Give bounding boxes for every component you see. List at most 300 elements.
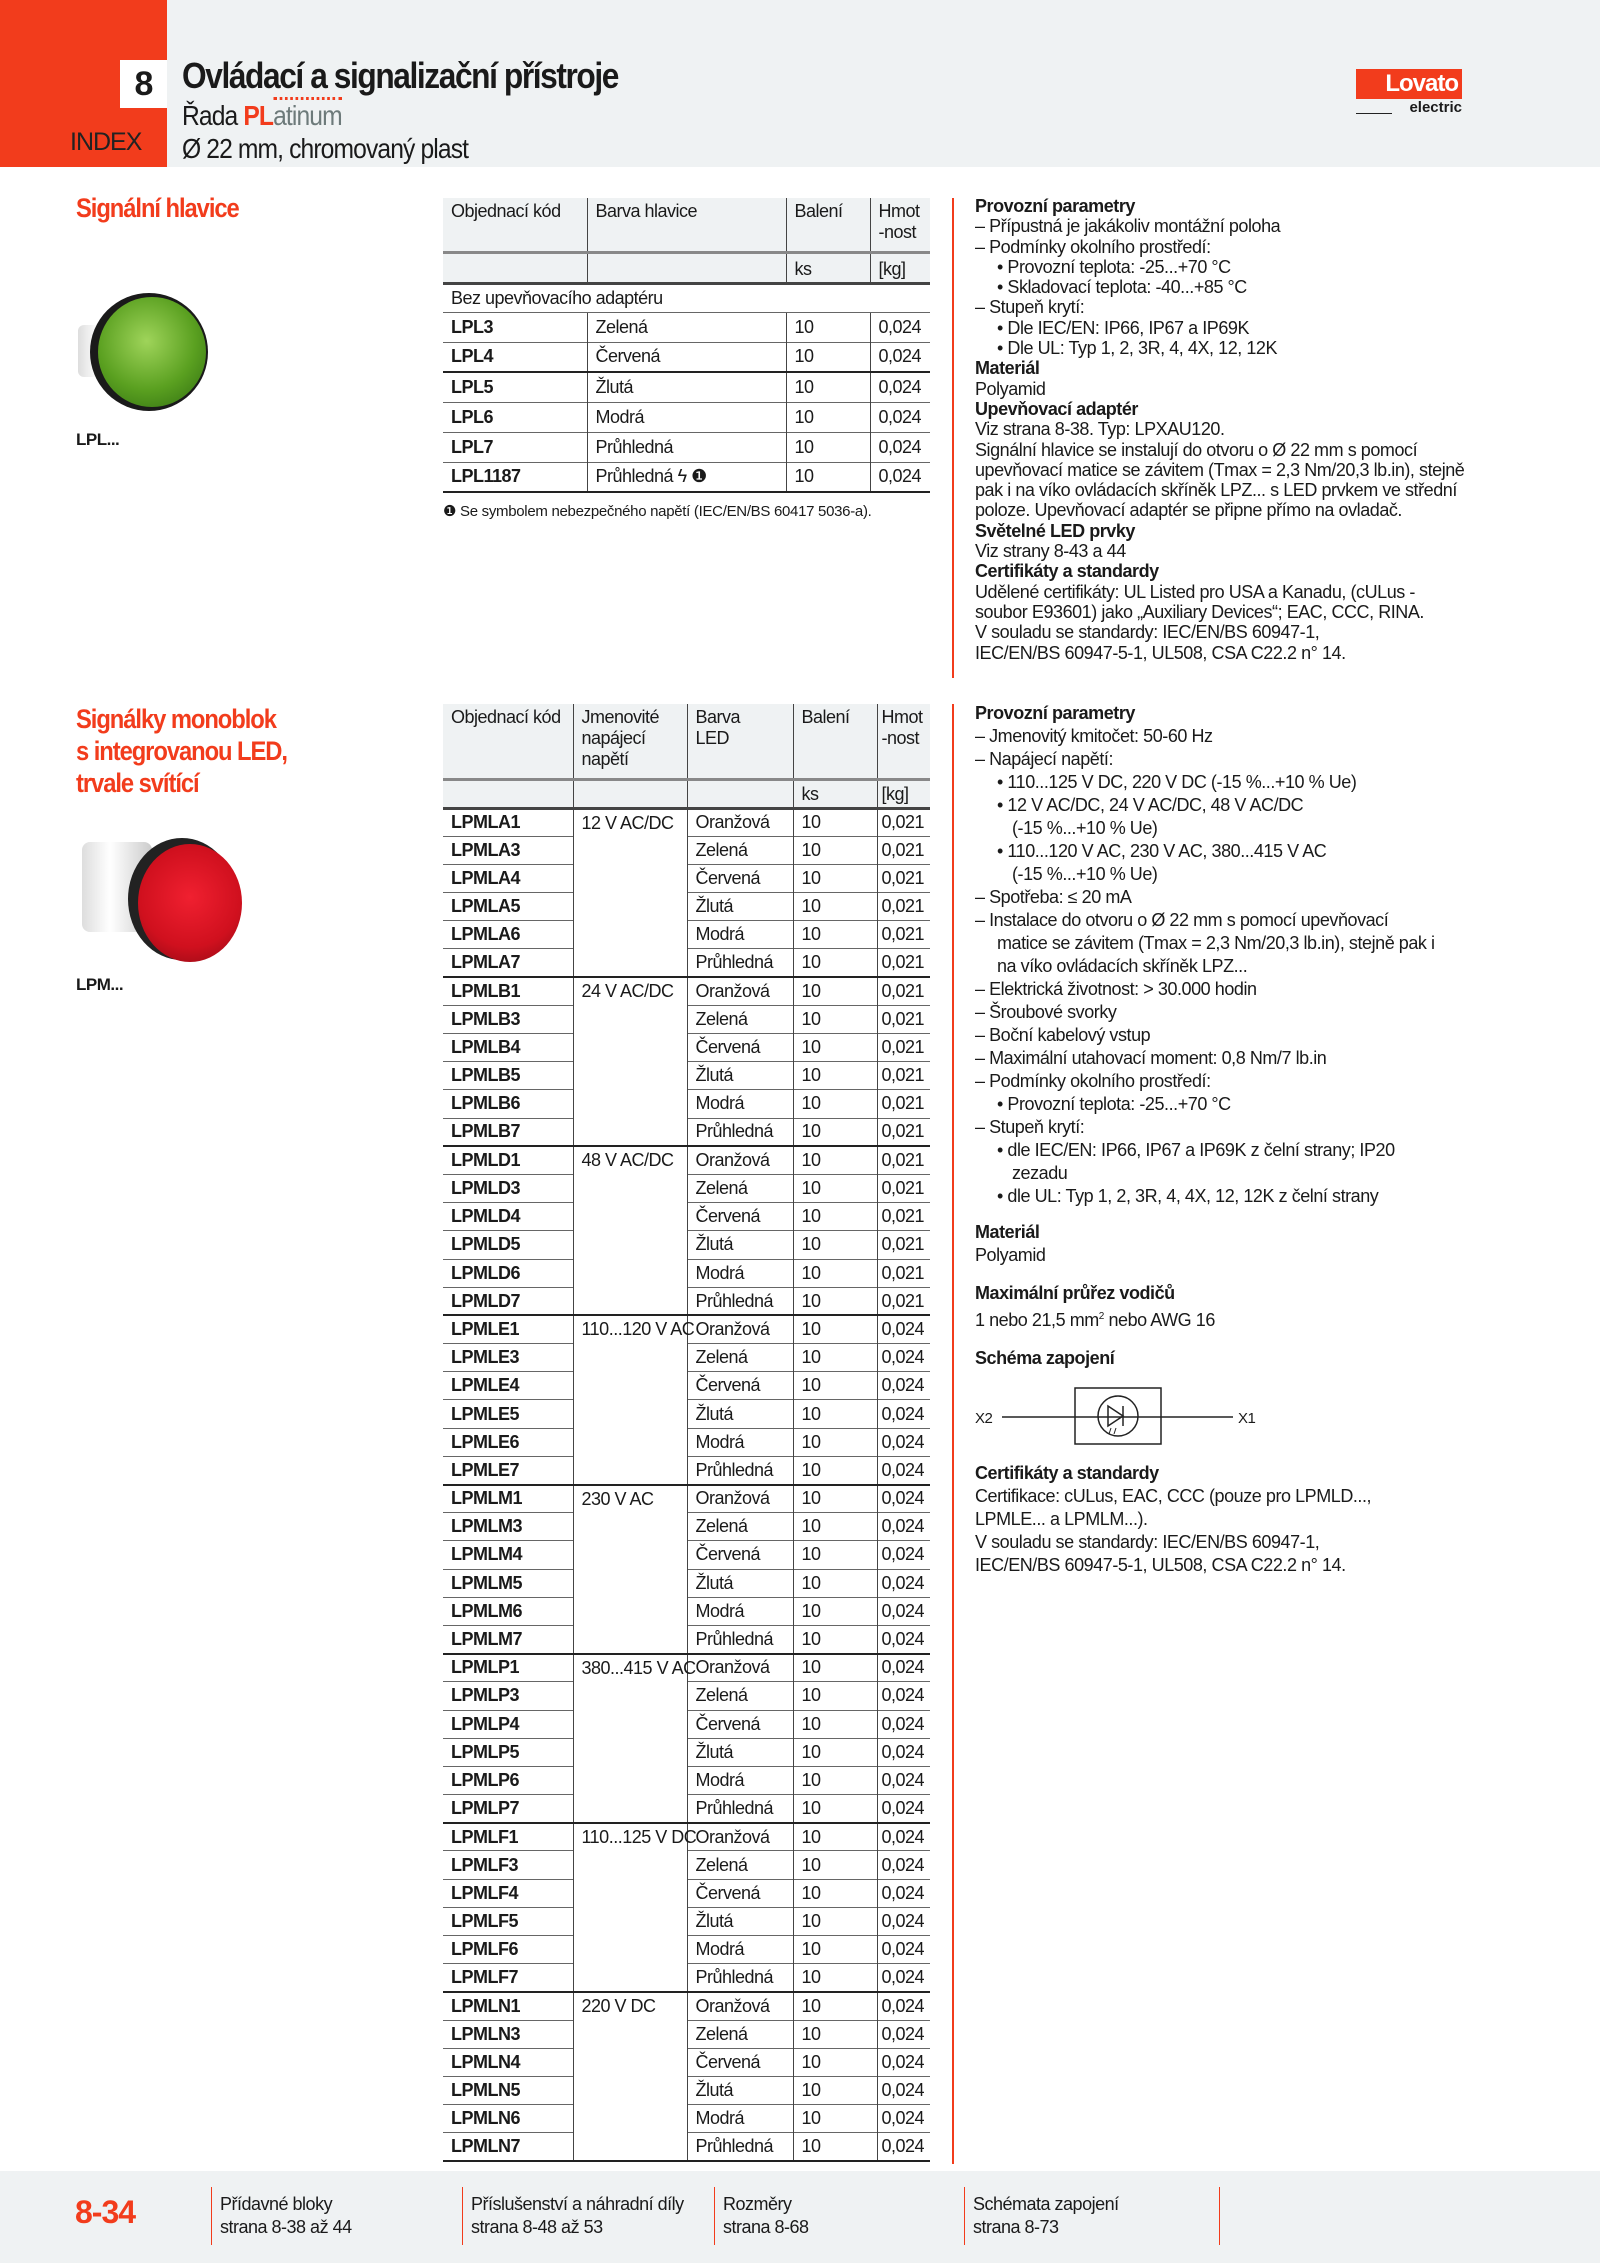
order-code: LPMLM1: [443, 1485, 573, 1513]
led-color: Zelená: [687, 1174, 793, 1202]
spec-text-monoblock: [975, 702, 1435, 1577]
spec-line: • Provozní teplota: -25...+70 °C: [997, 1094, 1231, 1114]
terminal-x2: X2: [975, 1410, 993, 1427]
pack-qty: 10: [793, 1569, 877, 1597]
pack-qty: 10: [793, 949, 877, 977]
led-color: Oranžová: [687, 977, 793, 1005]
pack-qty: 10: [793, 1174, 877, 1202]
weight: 0,024: [870, 342, 930, 372]
pack-qty: 10: [793, 1513, 877, 1541]
pack-qty: 10: [793, 1287, 877, 1315]
spec-line: • Dle IEC/EN: IP66, IP67 a IP69K: [997, 317, 1250, 338]
led-color: Červená: [687, 1203, 793, 1231]
order-code: LPMLF7: [443, 1964, 573, 1992]
group-label: Bez upevňovacího adaptéru: [443, 283, 930, 312]
weight: 0,021: [877, 1034, 930, 1062]
table-row: [443, 1964, 930, 1992]
table-row: [443, 312, 930, 342]
led-color: Průhledná: [687, 2133, 793, 2161]
weight: 0,024: [877, 1372, 930, 1400]
lpm-caption: LPM...: [76, 975, 124, 994]
weight: 0,024: [877, 2020, 930, 2048]
pack-qty: 10: [793, 1682, 877, 1710]
pack-qty: 10: [793, 2020, 877, 2048]
table-row: [443, 1907, 930, 1935]
pack-qty: 10: [793, 1485, 877, 1513]
weight: 0,024: [877, 2048, 930, 2076]
table-row: [443, 1541, 930, 1569]
weight: 0,024: [877, 1344, 930, 1372]
weight: 0,024: [870, 432, 930, 462]
title-line: Signálky monoblok: [76, 704, 276, 734]
pack-qty: 10: [793, 1118, 877, 1146]
weight: 0,021: [877, 808, 930, 836]
weight: 0,024: [877, 1851, 930, 1879]
order-code: LPMLB5: [443, 1062, 573, 1090]
table-row: [443, 402, 930, 432]
unit-weight: [kg]: [870, 252, 930, 283]
weight: 0,021: [877, 1259, 930, 1287]
order-code: LPMLA3: [443, 836, 573, 864]
col-header-voltage: Jmenovité napájecí napětí: [573, 704, 687, 779]
pack-qty: 10: [793, 1062, 877, 1090]
weight: 0,024: [870, 462, 930, 492]
table-row: [443, 1428, 930, 1456]
spec-line: • dle UL: Typ 1, 2, 3R, 4, 4X, 12, 12K z čelní strany: [997, 1186, 1379, 1206]
spec-heading: Provozní parametry: [975, 703, 1135, 723]
table-row: [443, 1372, 930, 1400]
table-row: [443, 1823, 930, 1851]
order-code: LPMLD1: [443, 1146, 573, 1174]
led-color: Červená: [687, 1541, 793, 1569]
pack-qty: 10: [793, 1851, 877, 1879]
led-color: Oranžová: [687, 1315, 793, 1343]
weight: 0,024: [877, 1879, 930, 1907]
rated-voltage: 380...415 V AC: [573, 1654, 687, 1823]
led-color: Oranžová: [687, 1823, 793, 1851]
pack-qty: 10: [786, 312, 870, 342]
footer-link-dimensions[interactable]: [714, 2187, 965, 2245]
col-header-code: Objednací kód: [443, 198, 587, 252]
index-link[interactable]: INDEX: [70, 128, 142, 156]
col-header-weight: Hmot-nost: [877, 704, 930, 779]
order-code: LPMLP5: [443, 1738, 573, 1766]
table-row: [443, 1597, 930, 1625]
table-row: [443, 2020, 930, 2048]
table-row: [443, 462, 930, 492]
led-color: Žlutá: [687, 1400, 793, 1428]
pack-qty: 10: [793, 1823, 877, 1851]
weight: 0,021: [877, 949, 930, 977]
weight: 0,021: [877, 921, 930, 949]
led-color: Modrá: [687, 1597, 793, 1625]
weight: 0,024: [877, 1597, 930, 1625]
rated-voltage: 230 V AC: [573, 1485, 687, 1654]
pack-qty: 10: [793, 1428, 877, 1456]
pack-qty: 10: [793, 2133, 877, 2161]
pack-qty: 10: [793, 921, 877, 949]
table-row: [443, 1062, 930, 1090]
spec-text: V souladu se standardy: IEC/EN/BS 60947-1,: [975, 1532, 1320, 1552]
weight: 0,024: [877, 1823, 930, 1851]
link-title: Přídavné bloky: [220, 2194, 333, 2214]
table-row: [443, 1992, 930, 2020]
order-code: LPMLF1: [443, 1823, 573, 1851]
table-row: [443, 1400, 930, 1428]
order-code: LPMLN4: [443, 2048, 573, 2076]
pack-qty: 10: [793, 1315, 877, 1343]
pack-qty: 10: [786, 432, 870, 462]
weight: 0,021: [877, 1146, 930, 1174]
led-color: Modrá: [687, 1766, 793, 1794]
pack-qty: 10: [793, 1936, 877, 1964]
pack-qty: 10: [793, 836, 877, 864]
led-color: Oranžová: [687, 1992, 793, 2020]
spec-line: • Skladovací teplota: -40...+85 °C: [997, 277, 1247, 298]
page-title: Ovládací a signalizační přístroje: [182, 55, 618, 96]
led-color: Zelená: [687, 1513, 793, 1541]
title-line: s integrovanou LED,: [76, 736, 287, 766]
logo-main: Lovato: [1356, 69, 1462, 99]
weight: 0,024: [877, 1738, 930, 1766]
table-row: [443, 1146, 930, 1174]
table-row: [443, 1315, 930, 1343]
link-page: strana 8-73: [973, 2217, 1059, 2237]
spec-line: Signální hlavice se instalují do otvoru o Ø 22 mm s pomocí: [975, 439, 1418, 460]
weight: 0,021: [877, 1005, 930, 1033]
led-color: Červená: [687, 1034, 793, 1062]
led-color: Oranžová: [687, 1485, 793, 1513]
pack-qty: 10: [793, 1625, 877, 1653]
led-color: Modrá: [687, 921, 793, 949]
section-title-signal-heads: Signální hlavice: [76, 193, 239, 223]
led-color: Modrá: [687, 2105, 793, 2133]
order-code: LPMLN5: [443, 2076, 573, 2104]
pack-qty: 10: [793, 977, 877, 1005]
order-code: LPL1187: [443, 462, 587, 492]
rated-voltage: 220 V DC: [573, 1992, 687, 2161]
wire-value: 1 nebo 21,5 mm: [975, 1310, 1099, 1330]
pack-qty: 10: [793, 1259, 877, 1287]
footer-link-accessories[interactable]: [462, 2187, 713, 2245]
order-code: LPMLE4: [443, 1372, 573, 1400]
weight: 0,024: [877, 1625, 930, 1653]
led-color: Zelená: [687, 2020, 793, 2048]
order-code: LPMLF3: [443, 1851, 573, 1879]
col-header-weight: Hmot-nost: [870, 198, 930, 252]
pack-qty: 10: [793, 1766, 877, 1794]
weight: 0,024: [877, 1964, 930, 1992]
signal-heads-table: [443, 198, 930, 493]
pack-qty: 10: [793, 864, 877, 892]
unit-color: [587, 252, 786, 283]
spec-heading: Provozní parametry: [975, 196, 1135, 216]
table-row: [443, 1738, 930, 1766]
weight: 0,024: [870, 402, 930, 432]
link-page: strana 8-48 až 53: [471, 2217, 603, 2237]
spec-line: upevňovací matice se závitem (Tmax = 2,3 Nm/20,3 lb.in), stejně: [975, 459, 1465, 480]
unit-color: [687, 779, 793, 808]
spec-line: V souladu se standardy: IEC/EN/BS 60947-1,: [975, 622, 1320, 643]
table-row: [443, 1513, 930, 1541]
pack-qty: 10: [786, 462, 870, 492]
led-color: Průhledná: [687, 1456, 793, 1484]
weight: 0,021: [877, 864, 930, 892]
link-title: Příslušenství a náhradní díly: [471, 2194, 684, 2214]
weight: 0,024: [870, 312, 930, 342]
led-color: Červená: [687, 864, 793, 892]
head-color: Červená: [587, 342, 786, 372]
order-code: LPMLD6: [443, 1259, 573, 1287]
spec-line: • Dle UL: Typ 1, 2, 3R, 4, 4X, 12, 12K: [997, 338, 1278, 359]
order-code: LPMLN6: [443, 2105, 573, 2133]
order-code: LPL3: [443, 312, 587, 342]
weight: 0,024: [877, 1541, 930, 1569]
table-row: [443, 432, 930, 462]
divider-line: [952, 198, 954, 678]
head-color: Modrá: [587, 402, 786, 432]
weight: 0,024: [877, 1936, 930, 1964]
order-code: LPMLA6: [443, 921, 573, 949]
weight: 0,024: [877, 1428, 930, 1456]
order-code: LPMLM6: [443, 1597, 573, 1625]
col-header-led-color: Barva LED: [687, 704, 793, 779]
order-code: LPMLB1: [443, 977, 573, 1005]
pack-qty: 10: [793, 1597, 877, 1625]
platinum-logo-rest: atinum: [273, 97, 342, 131]
led-color: Zelená: [687, 1005, 793, 1033]
led-color: Oranžová: [687, 1654, 793, 1682]
order-code: LPL6: [443, 402, 587, 432]
lpl-product-image: [72, 285, 217, 420]
order-code: LPMLF6: [443, 1936, 573, 1964]
led-color: Žlutá: [687, 1062, 793, 1090]
spec-line: – Přípustná je jakákoliv montážní poloha: [975, 216, 1281, 237]
table-row: [443, 1682, 930, 1710]
table-row: [443, 342, 930, 372]
spec-line: pak i na víko ovládacích skříněk LPZ... s LED prvkem ve střední: [975, 480, 1457, 501]
order-code: LPMLB4: [443, 1034, 573, 1062]
weight: 0,024: [877, 2076, 930, 2104]
spec-line: • 110...125 V DC, 220 V DC (-15 %...+10 % Ue): [997, 772, 1357, 792]
spec-line: matice se závitem (Tmax = 2,3 Nm/20,3 lb.in), stejně pak i: [997, 933, 1435, 953]
led-color: Červená: [687, 1710, 793, 1738]
weight: 0,024: [877, 1654, 930, 1682]
led-color: Červená: [687, 2048, 793, 2076]
table-row: [443, 2076, 930, 2104]
pack-qty: 10: [793, 893, 877, 921]
weight: 0,024: [877, 2133, 930, 2161]
footer-divider: [1219, 2187, 1221, 2245]
table-row: [443, 1456, 930, 1484]
pack-qty: 10: [793, 1400, 877, 1428]
order-code: LPMLB7: [443, 1118, 573, 1146]
spec-line: • dle IEC/EN: IP66, IP67 a IP69K z čelní strany; IP20: [997, 1140, 1395, 1160]
spec-heading: Upevňovací adaptér: [975, 398, 1138, 419]
led-color: Modrá: [687, 1936, 793, 1964]
led-color: Oranžová: [687, 1146, 793, 1174]
weight: 0,021: [877, 1203, 930, 1231]
pack-qty: 10: [793, 1795, 877, 1823]
order-code: LPMLE7: [443, 1456, 573, 1484]
order-code: LPMLM7: [443, 1625, 573, 1653]
table-row: [443, 1654, 930, 1682]
wire-size-value: [975, 1305, 1435, 1332]
order-code: LPMLA5: [443, 893, 573, 921]
order-code: LPMLN1: [443, 1992, 573, 2020]
footer-link-wiring-diagrams[interactable]: [964, 2187, 1215, 2245]
weight: 0,021: [877, 893, 930, 921]
weight: 0,021: [877, 977, 930, 1005]
weight: 0,024: [877, 2105, 930, 2133]
order-code: LPMLM4: [443, 1541, 573, 1569]
link-title: Rozměry: [723, 2194, 792, 2214]
spec-heading: Materiál: [975, 1222, 1040, 1242]
led-color: Červená: [687, 1372, 793, 1400]
monoblock-table: [443, 704, 930, 2162]
table-row: [443, 1485, 930, 1513]
weight: 0,024: [877, 1682, 930, 1710]
led-color: Žlutá: [687, 1569, 793, 1597]
order-code: LPMLF4: [443, 1879, 573, 1907]
led-color: Červená: [687, 1879, 793, 1907]
order-code: LPMLA4: [443, 864, 573, 892]
spec-line: Viz strana 8-38. Typ: LPXAU120.: [975, 419, 1225, 440]
spec-heading: Certifikáty a standardy: [975, 1463, 1159, 1483]
weight: 0,024: [877, 1315, 930, 1343]
spec-line: • 110...120 V AC, 230 V AC, 380...415 V AC: [997, 841, 1327, 861]
spec-line: (-15 %...+10 % Ue): [1012, 864, 1158, 884]
order-code: LPMLE1: [443, 1315, 573, 1343]
rated-voltage: 48 V AC/DC: [573, 1146, 687, 1315]
spec-line: – Maximální utahovací moment: 0,8 Nm/7 lb.in: [975, 1048, 1327, 1068]
spec-line: – Jmenovitý kmitočet: 50-60 Hz: [975, 726, 1213, 746]
led-color: Zelená: [687, 1344, 793, 1372]
table-row: [443, 1174, 930, 1202]
head-color: Zelená: [587, 312, 786, 342]
unit-pack: ks: [793, 779, 877, 808]
spec-line: • 12 V AC/DC, 24 V AC/DC, 48 V AC/DC: [997, 795, 1304, 815]
pack-qty: 10: [793, 2076, 877, 2104]
led-color: Průhledná: [687, 1287, 793, 1315]
spec-line: – Podmínky okolního prostředí:: [975, 236, 1211, 257]
table-row: [443, 864, 930, 892]
spec-line: – Podmínky okolního prostředí:: [975, 1071, 1211, 1091]
table-row: [443, 921, 930, 949]
platinum-logo-pl: PL: [243, 100, 274, 131]
series-prefix: Řada: [182, 100, 244, 131]
footer-link-auxiliary-blocks[interactable]: [211, 2187, 462, 2245]
order-code: LPMLD5: [443, 1231, 573, 1259]
series-line: [182, 100, 342, 132]
table-row: [443, 1344, 930, 1372]
pack-qty: 10: [793, 1907, 877, 1935]
led-color: Žlutá: [687, 1738, 793, 1766]
order-code: LPMLE3: [443, 1344, 573, 1372]
table-row: [443, 2048, 930, 2076]
pack-qty: 10: [793, 1964, 877, 1992]
link-page: strana 8-38 až 44: [220, 2217, 352, 2237]
pack-qty: 10: [793, 1034, 877, 1062]
unit-weight: [kg]: [877, 779, 930, 808]
table-row: [443, 949, 930, 977]
weight: 0,024: [870, 372, 930, 402]
spec-heading: Certifikáty a standardy: [975, 561, 1159, 582]
weight: 0,024: [877, 1513, 930, 1541]
order-code: LPMLE6: [443, 1428, 573, 1456]
wiring-diagram: [975, 1370, 1435, 1462]
col-header-pack: Balení: [786, 198, 870, 252]
led-color: Zelená: [687, 1851, 793, 1879]
weight: 0,021: [877, 1062, 930, 1090]
table-row: [443, 2133, 930, 2161]
spec-line: – Boční kabelový vstup: [975, 1025, 1151, 1045]
pack-qty: 10: [793, 1654, 877, 1682]
divider-line: [952, 704, 954, 2164]
spec-text: Certifikace: cULus, EAC, CCC (pouze pro LPMLD...,: [975, 1486, 1372, 1506]
rated-voltage: 110...120 V AC: [573, 1315, 687, 1484]
pack-qty: 10: [793, 1456, 877, 1484]
spec-line: poloze. Upevňovací adaptér se připne přímo na ovladač.: [975, 500, 1402, 521]
order-code: LPL7: [443, 432, 587, 462]
table-row: [443, 808, 930, 836]
head-color: Žlutá: [587, 372, 786, 402]
lpl-caption: LPL...: [76, 430, 120, 449]
order-code: LPMLP1: [443, 1654, 573, 1682]
pack-qty: 10: [786, 342, 870, 372]
order-code: LPMLP4: [443, 1710, 573, 1738]
table-row: [443, 1795, 930, 1823]
pack-qty: 10: [793, 2105, 877, 2133]
table-row: [443, 1936, 930, 1964]
pack-qty: 10: [793, 1738, 877, 1766]
pack-qty: 10: [793, 1992, 877, 2020]
head-color: Průhledná: [587, 432, 786, 462]
order-code: LPMLN7: [443, 2133, 573, 2161]
led-color: Průhledná: [687, 949, 793, 977]
order-code: LPMLD3: [443, 1174, 573, 1202]
order-code: LPL5: [443, 372, 587, 402]
led-color: Modrá: [687, 1259, 793, 1287]
rated-voltage: 24 V AC/DC: [573, 977, 687, 1146]
pack-qty: 10: [793, 1372, 877, 1400]
spec-line: Polyamid: [975, 378, 1046, 399]
order-code: LPMLM5: [443, 1569, 573, 1597]
led-diagram-icon: [975, 1370, 1245, 1462]
col-header-pack: Balení: [793, 704, 877, 779]
lpm-product-image: [76, 830, 256, 980]
table-row: [443, 836, 930, 864]
spec-line: – Stupeň krytí:: [975, 1117, 1085, 1137]
order-code: LPL4: [443, 342, 587, 372]
spec-text: LPMLE... a LPMLM...).: [975, 1509, 1148, 1529]
led-color: Žlutá: [687, 893, 793, 921]
pack-qty: 10: [793, 1231, 877, 1259]
weight: 0,024: [877, 1400, 930, 1428]
spec-line: • Provozní teplota: -25...+70 °C: [997, 256, 1231, 277]
page-number: 8-34: [75, 2194, 136, 2230]
chapter-number: 8: [120, 60, 167, 108]
order-code: LPMLD7: [443, 1287, 573, 1315]
order-code: LPMLN3: [443, 2020, 573, 2048]
spec-text-signal-heads: [975, 196, 1464, 663]
unit-pack: ks: [786, 252, 870, 283]
spec-line: soubor E93601) jako „Auxiliary Devices“; EAC, CCC, RINA.: [975, 601, 1424, 622]
unit-code: [443, 779, 573, 808]
weight: 0,024: [877, 1907, 930, 1935]
pack-qty: 10: [793, 1879, 877, 1907]
lovato-logo: [1356, 69, 1462, 117]
